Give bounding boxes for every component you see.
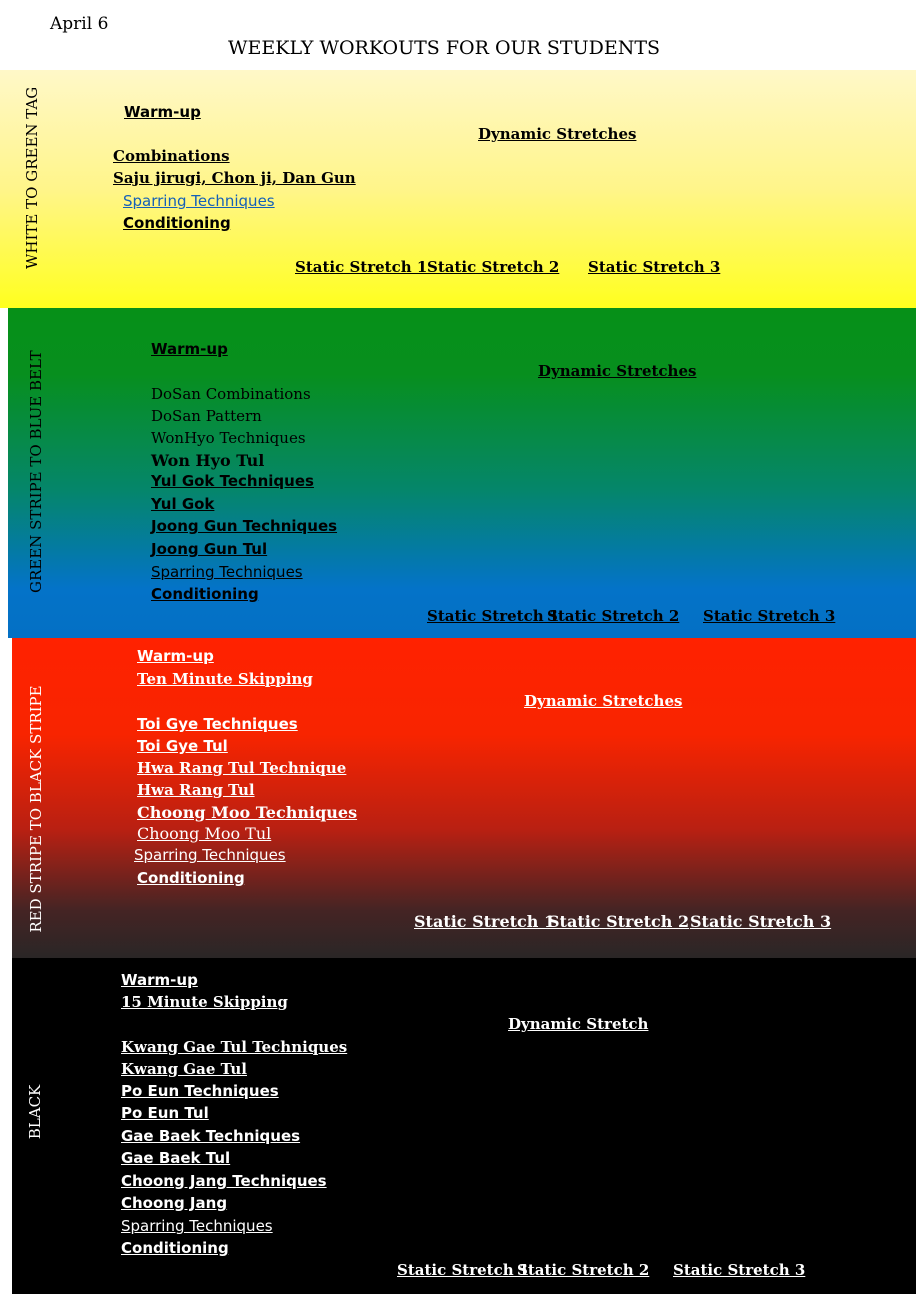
static-stretch-3-link[interactable]: Static Stretch 3	[703, 607, 836, 625]
workout-item: DoSan Pattern	[151, 407, 262, 425]
workout-item-link[interactable]: Choong Moo Tul	[137, 824, 272, 843]
section-green-stripe-to-blue-belt	[8, 308, 916, 638]
page-title: WEEKLY WORKOUTS FOR OUR STUDENTS	[228, 37, 661, 59]
workout-item: Won Hyo Tul	[151, 451, 265, 470]
section-side-label: RED STRIPE TO BLACK STRIPE	[27, 685, 45, 933]
static-stretch-2-link[interactable]: Static Stretch 2	[548, 912, 690, 931]
workout-item-link[interactable]: Toi Gye Tul	[137, 737, 228, 755]
sparring-techniques-link[interactable]: Sparring Techniques	[134, 846, 286, 864]
workout-item: DoSan Combinations	[151, 385, 311, 403]
warm-up-link[interactable]: Warm-up	[137, 647, 214, 665]
conditioning-link[interactable]: Conditioning	[123, 214, 231, 232]
section-black	[12, 958, 916, 1294]
conditioning-link[interactable]: Conditioning	[151, 585, 259, 603]
workout-item-link[interactable]: Gae Baek Tul	[121, 1149, 231, 1167]
workout-item-link[interactable]: Toi Gye Techniques	[137, 715, 298, 733]
static-stretch-1-link[interactable]: Static Stretch 1	[427, 607, 560, 625]
workout-item-link[interactable]: Joong Gun Techniques	[151, 517, 338, 535]
workout-item-link[interactable]: Kwang Gae Tul	[121, 1060, 247, 1078]
workout-item-link[interactable]: Choong Jang	[121, 1194, 228, 1212]
static-stretch-3-link[interactable]: Static Stretch 3	[690, 912, 832, 931]
workout-item-link[interactable]: Po Eun Tul	[121, 1104, 209, 1122]
static-stretch-1-link[interactable]: Static Stretch 1	[397, 1261, 530, 1279]
static-stretch-1-link[interactable]: Static Stretch 1	[295, 258, 428, 276]
conditioning-link[interactable]: Conditioning	[121, 1239, 229, 1257]
section-red-stripe-to-black-stripe	[12, 638, 916, 958]
dynamic-stretches-link[interactable]: Dynamic Stretches	[538, 362, 697, 380]
warm-up-link[interactable]: Warm-up	[124, 103, 201, 121]
workout-item-link[interactable]: Choong Moo Techniques	[137, 803, 358, 822]
dynamic-stretches-link[interactable]: Dynamic Stretches	[478, 125, 637, 143]
section-white-to-green-tag	[0, 70, 916, 308]
workout-item-link[interactable]: Choong Jang Techniques	[121, 1172, 327, 1190]
static-stretch-2-link[interactable]: Static Stretch 2	[517, 1261, 650, 1279]
workout-item: WonHyo Techniques	[151, 429, 306, 447]
workout-item-link[interactable]: Hwa Rang Tul	[137, 781, 255, 799]
workout-item-link[interactable]: 15 Minute Skipping	[121, 993, 288, 1011]
static-stretch-2-link[interactable]: Static Stretch 2	[547, 607, 680, 625]
sparring-techniques-link[interactable]: Sparring Techniques	[123, 192, 275, 210]
workout-item-link[interactable]: Yul Gok Techniques	[151, 472, 314, 490]
workout-item-link[interactable]: Kwang Gae Tul Techniques	[121, 1038, 348, 1056]
workout-item-link[interactable]: Saju jirugi, Chon ji, Dan Gun	[113, 169, 356, 187]
workout-item-link[interactable]: Ten Minute Skipping	[137, 670, 313, 688]
workout-item-link[interactable]: Gae Baek Techniques	[121, 1127, 301, 1145]
conditioning-link[interactable]: Conditioning	[137, 869, 245, 887]
dynamic-stretches-link[interactable]: Dynamic Stretches	[524, 692, 683, 710]
static-stretch-3-link[interactable]: Static Stretch 3	[673, 1261, 806, 1279]
workout-item-link[interactable]: Hwa Rang Tul Technique	[137, 759, 347, 777]
section-side-label: WHITE TO GREEN TAG	[23, 86, 41, 269]
static-stretch-2-link[interactable]: Static Stretch 2	[427, 258, 560, 276]
workout-item-link[interactable]: Combinations	[113, 147, 230, 165]
warm-up-link[interactable]: Warm-up	[151, 340, 228, 358]
workout-item-link[interactable]: Joong Gun Tul	[151, 540, 268, 558]
workout-item-link[interactable]: Po Eun Techniques	[121, 1082, 279, 1100]
section-side-label: BLACK	[26, 1084, 44, 1140]
sparring-techniques-link[interactable]: Sparring Techniques	[151, 563, 303, 581]
sparring-techniques-link[interactable]: Sparring Techniques	[121, 1217, 273, 1235]
static-stretch-1-link[interactable]: Static Stretch 1	[414, 912, 556, 931]
warm-up-link[interactable]: Warm-up	[121, 971, 198, 989]
section-side-label: GREEN STRIPE TO BLUE BELT	[27, 350, 45, 593]
workout-item-link[interactable]: Yul Gok	[151, 495, 215, 513]
date-label: April 6	[50, 14, 109, 34]
dynamic-stretch-link[interactable]: Dynamic Stretch	[508, 1015, 649, 1033]
static-stretch-3-link[interactable]: Static Stretch 3	[588, 258, 721, 276]
